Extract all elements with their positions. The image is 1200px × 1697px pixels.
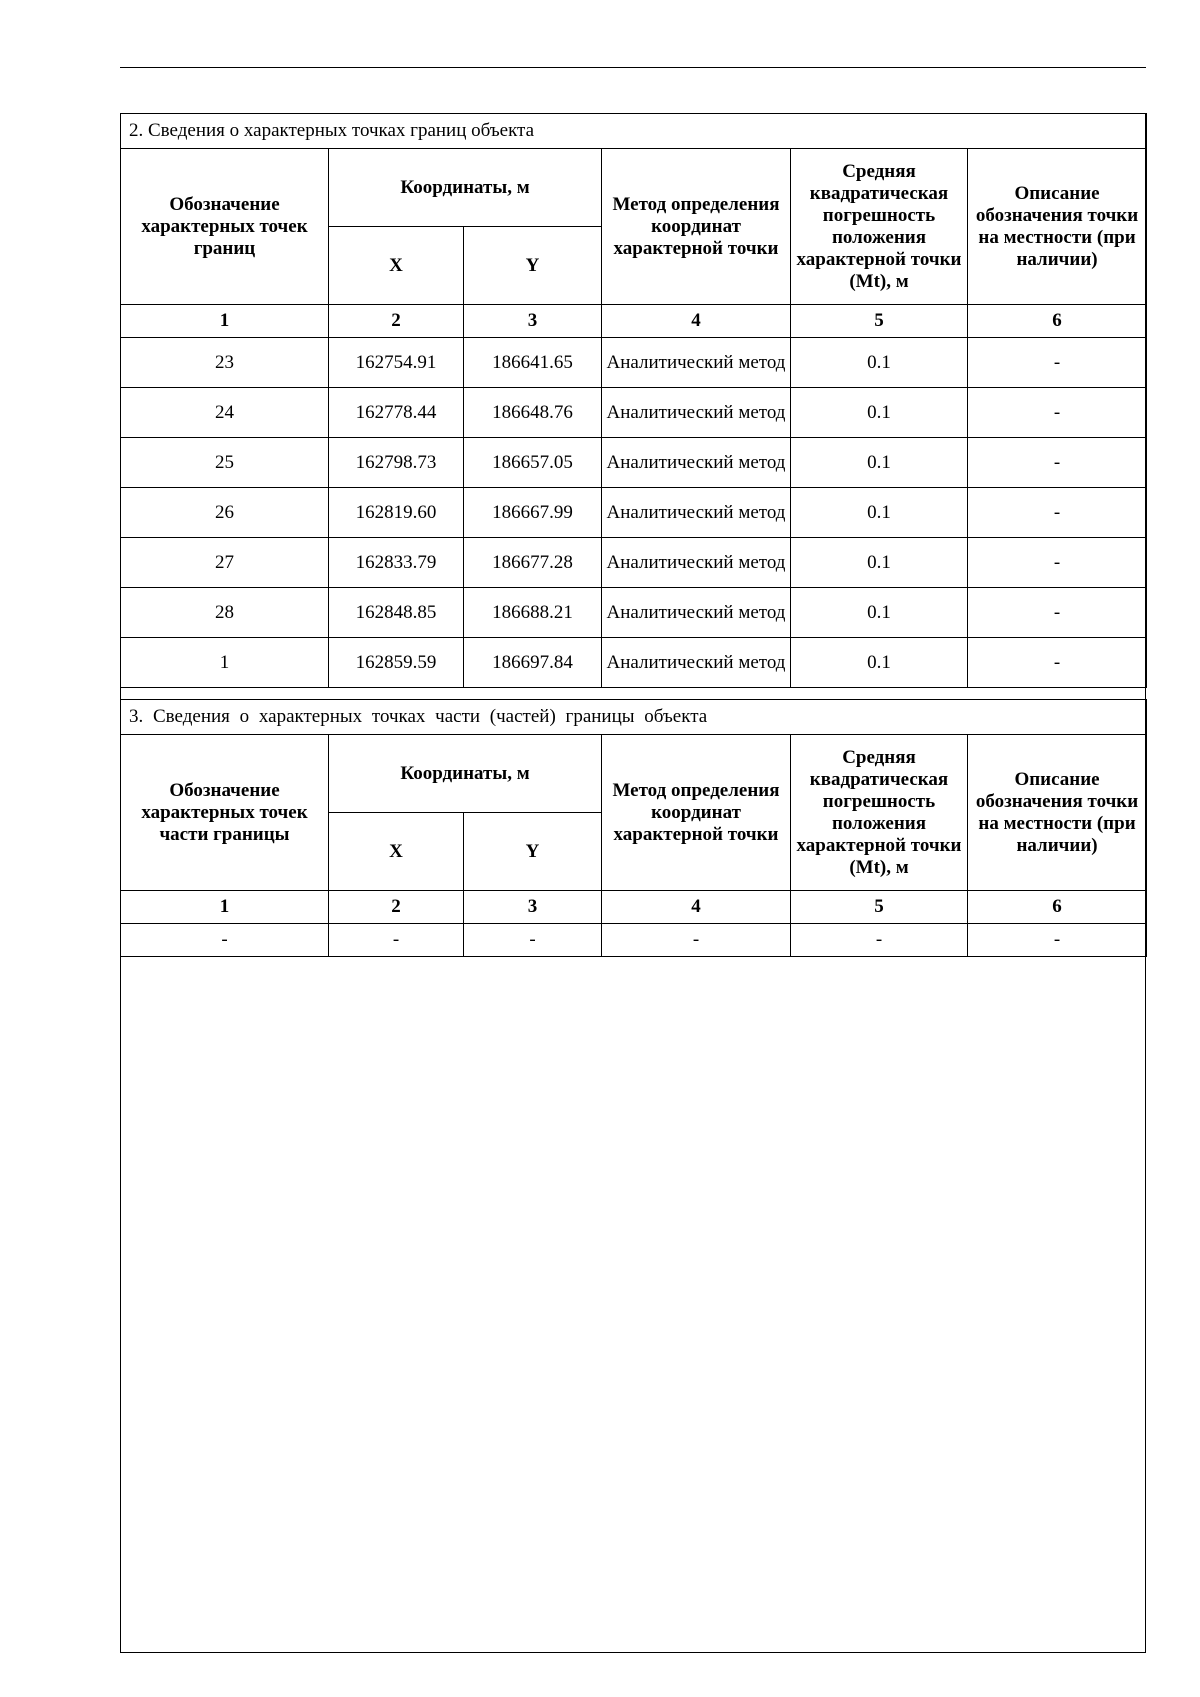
boundary-points-table xyxy=(120,113,1147,688)
header-coordinates: Координаты, м xyxy=(329,735,602,813)
header-method: Метод определения координат характерной точки xyxy=(602,735,791,891)
column-number: 2 xyxy=(329,305,464,338)
column-number: 2 xyxy=(329,891,464,924)
cell-description: - xyxy=(968,638,1147,688)
table-row xyxy=(121,338,1147,388)
header-x: X xyxy=(329,227,464,305)
cell-x: 162754.91 xyxy=(329,338,464,388)
cell-point: - xyxy=(121,924,329,957)
cell-y: - xyxy=(464,924,602,957)
table-row xyxy=(121,924,1147,957)
cell-description: - xyxy=(968,538,1147,588)
cell-x: 162859.59 xyxy=(329,638,464,688)
column-number: 6 xyxy=(968,891,1147,924)
cell-y: 186688.21 xyxy=(464,588,602,638)
header-description: Описание обозначения точки на местности (при наличии) xyxy=(968,149,1147,305)
cell-x: 162848.85 xyxy=(329,588,464,638)
section-3-title: 3. Сведения о характерных точках части (частей) границы объекта xyxy=(121,700,1147,735)
cell-point: 27 xyxy=(121,538,329,588)
cell-method: Аналитический метод xyxy=(602,388,791,438)
cell-x: 162778.44 xyxy=(329,388,464,438)
cell-method: Аналитический метод xyxy=(602,338,791,388)
cell-mt: - xyxy=(791,924,968,957)
column-numbers-row xyxy=(121,891,1147,924)
cell-mt: 0.1 xyxy=(791,488,968,538)
column-number: 4 xyxy=(602,305,791,338)
cell-mt: 0.1 xyxy=(791,338,968,388)
table-row xyxy=(121,638,1147,688)
column-number: 1 xyxy=(121,891,329,924)
column-number: 4 xyxy=(602,891,791,924)
top-rule xyxy=(120,67,1146,68)
header-x: X xyxy=(329,813,464,891)
cell-y: 186677.28 xyxy=(464,538,602,588)
cell-method: Аналитический метод xyxy=(602,538,791,588)
header-y: Y xyxy=(464,813,602,891)
cell-y: 186657.05 xyxy=(464,438,602,488)
cell-description: - xyxy=(968,388,1147,438)
cell-point: 26 xyxy=(121,488,329,538)
cell-description: - xyxy=(968,924,1147,957)
cell-method: - xyxy=(602,924,791,957)
cell-point: 23 xyxy=(121,338,329,388)
section-2-title: 2. Сведения о характерных точках границ объекта xyxy=(121,114,1147,149)
column-number: 3 xyxy=(464,891,602,924)
cell-x: 162798.73 xyxy=(329,438,464,488)
cell-method: Аналитический метод xyxy=(602,588,791,638)
cell-method: Аналитический метод xyxy=(602,438,791,488)
table-row xyxy=(121,438,1147,488)
table-row xyxy=(121,538,1147,588)
table-row xyxy=(121,388,1147,438)
table-row xyxy=(121,588,1147,638)
cell-method: Аналитический метод xyxy=(602,638,791,688)
column-numbers-row xyxy=(121,305,1147,338)
cell-mt: 0.1 xyxy=(791,538,968,588)
cell-description: - xyxy=(968,338,1147,388)
table-row xyxy=(121,488,1147,538)
cell-description: - xyxy=(968,438,1147,488)
cell-point: 25 xyxy=(121,438,329,488)
column-number: 6 xyxy=(968,305,1147,338)
cell-mt: 0.1 xyxy=(791,588,968,638)
cell-description: - xyxy=(968,588,1147,638)
header-y: Y xyxy=(464,227,602,305)
cell-description: - xyxy=(968,488,1147,538)
cell-y: 186648.76 xyxy=(464,388,602,438)
cell-x: 162833.79 xyxy=(329,538,464,588)
cell-point: 28 xyxy=(121,588,329,638)
cell-point: 24 xyxy=(121,388,329,438)
cell-mt: 0.1 xyxy=(791,638,968,688)
cell-y: 186667.99 xyxy=(464,488,602,538)
cell-method: Аналитический метод xyxy=(602,488,791,538)
column-number: 5 xyxy=(791,305,968,338)
boundary-part-points-table xyxy=(120,699,1147,957)
column-number: 3 xyxy=(464,305,602,338)
header-method: Метод определения координат характерной точки xyxy=(602,149,791,305)
header-accuracy: Средняя квадратическая погрешность положения характерной точки (Mt), м xyxy=(791,149,968,305)
header-designation: Обозначение характерных точек части границы xyxy=(121,735,329,891)
cell-y: 186641.65 xyxy=(464,338,602,388)
cell-point: 1 xyxy=(121,638,329,688)
cell-mt: 0.1 xyxy=(791,388,968,438)
header-designation: Обозначение характерных точек границ xyxy=(121,149,329,305)
cell-y: 186697.84 xyxy=(464,638,602,688)
column-number: 5 xyxy=(791,891,968,924)
cell-mt: 0.1 xyxy=(791,438,968,488)
cell-x: - xyxy=(329,924,464,957)
header-accuracy: Средняя квадратическая погрешность положения характерной точки (Mt), м xyxy=(791,735,968,891)
cell-x: 162819.60 xyxy=(329,488,464,538)
header-description: Описание обозначения точки на местности (при наличии) xyxy=(968,735,1147,891)
header-coordinates: Координаты, м xyxy=(329,149,602,227)
column-number: 1 xyxy=(121,305,329,338)
